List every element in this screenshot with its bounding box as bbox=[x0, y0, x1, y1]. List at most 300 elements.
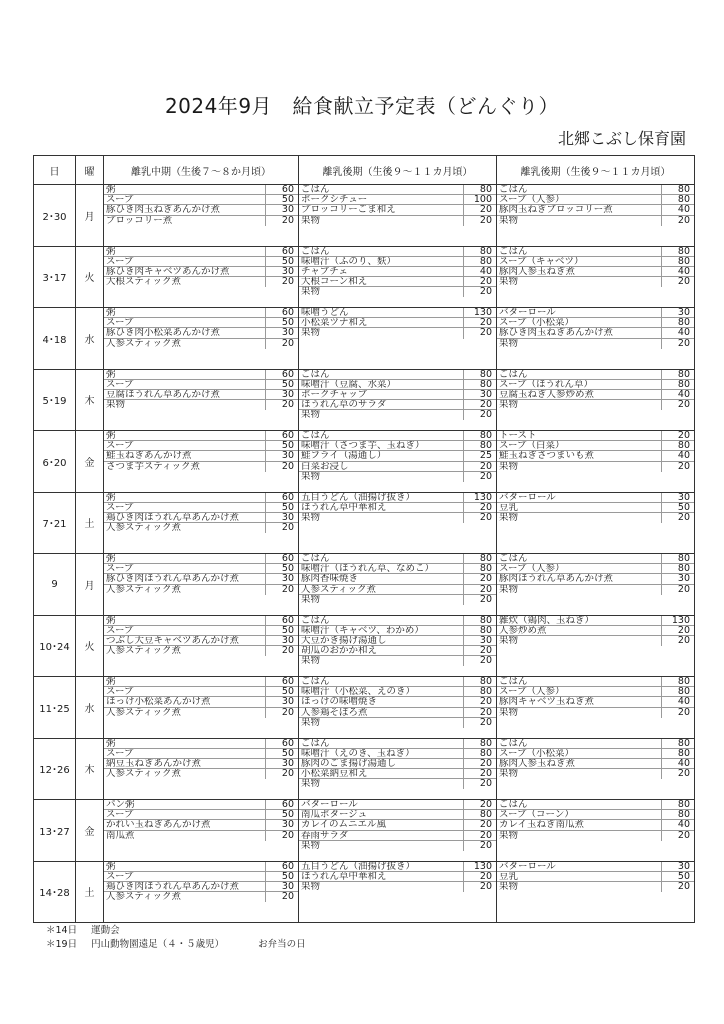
meal-cell-early bbox=[104, 800, 299, 862]
menu-item-name: 果物 bbox=[301, 656, 321, 667]
notes bbox=[46, 924, 306, 952]
menu-item-name: 果物 bbox=[499, 707, 519, 718]
menu-item-name: 人参スティック煮 bbox=[106, 523, 182, 534]
table-row bbox=[34, 615, 695, 677]
meal-cell-late1 bbox=[299, 800, 497, 862]
menu-item-grams: 20 bbox=[463, 585, 494, 594]
menu-item-name: 味噌汁（さつま芋、玉ねぎ） bbox=[301, 441, 425, 451]
menu-item-name: スープ bbox=[106, 810, 134, 820]
menu-item bbox=[497, 339, 694, 349]
menu-item-name: スープ（キャベツ） bbox=[499, 256, 584, 266]
menu-item bbox=[299, 708, 496, 718]
menu-item bbox=[497, 820, 694, 830]
menu-item bbox=[497, 554, 694, 564]
menu-item-name: スープ（小松菜） bbox=[499, 748, 575, 758]
menu-item-name: ごはん bbox=[499, 738, 528, 748]
menu-item-grams: 20 bbox=[265, 708, 296, 718]
menu-item-grams: 80 bbox=[463, 739, 494, 748]
menu-item-name: 果物 bbox=[499, 277, 519, 288]
note-text: 円山動物園遠足（４・５歳児） bbox=[91, 939, 225, 950]
meal-cell-late1 bbox=[299, 185, 497, 247]
menu-item bbox=[104, 400, 298, 410]
menu-item-name: 納豆玉ねぎあんかけ煮 bbox=[106, 758, 202, 769]
header-dow: 曜 bbox=[76, 156, 104, 185]
menu-item-grams: 20 bbox=[463, 503, 494, 512]
menu-item-name: 豚肉人参玉ねぎ煮 bbox=[499, 758, 576, 769]
meal-cell-late1 bbox=[299, 554, 497, 616]
meal-cell-late1 bbox=[299, 861, 497, 923]
menu-item-grams: 20 bbox=[661, 400, 692, 410]
menu-item bbox=[104, 810, 298, 820]
weekday-cell: 土 bbox=[76, 492, 104, 554]
menu-item bbox=[299, 267, 496, 277]
weekday-cell: 火 bbox=[76, 246, 104, 308]
menu-item-name: ごはん bbox=[301, 677, 330, 687]
menu-item-grams: 130 bbox=[463, 493, 494, 502]
menu-item-name: 人参スティック煮 bbox=[301, 584, 377, 594]
menu-item-name: 豚肉キャベツ玉ねぎ煮 bbox=[499, 697, 595, 707]
menu-item-name: 人参炒め煮 bbox=[499, 625, 547, 635]
menu-item-grams: 20 bbox=[661, 636, 692, 646]
menu-item-grams: 60 bbox=[265, 308, 296, 317]
menu-item-grams: 40 bbox=[661, 328, 692, 337]
menu-item bbox=[104, 739, 298, 749]
menu-item bbox=[497, 195, 694, 205]
meal-cell-late2 bbox=[497, 308, 695, 370]
menu-item-name: 豚ひき肉キャベツあんかけ煮 bbox=[106, 266, 230, 277]
day-cell: 5･19 bbox=[34, 369, 76, 431]
header-late2: 離乳後期（生後９〜１１カ月頃） bbox=[497, 156, 695, 185]
menu-item-name: 大豆かき揚げ湯通し bbox=[301, 635, 387, 646]
table-row bbox=[34, 861, 695, 923]
menu-item-name: スープ bbox=[106, 502, 134, 512]
menu-item bbox=[104, 564, 298, 574]
menu-item-grams: 20 bbox=[463, 882, 494, 892]
menu-item-grams: 50 bbox=[265, 687, 296, 696]
menu-item bbox=[299, 872, 496, 882]
menu-item bbox=[299, 646, 496, 656]
menu-item-name: ごはん bbox=[301, 369, 330, 379]
menu-item-grams: 30 bbox=[661, 493, 692, 502]
menu-item-name: ほうれん草のサラダ bbox=[301, 400, 387, 410]
menu-item bbox=[497, 616, 694, 626]
menu-item bbox=[299, 739, 496, 749]
menu-item bbox=[104, 800, 298, 810]
menu-item-name: 果物 bbox=[499, 881, 519, 892]
menu-item-name: 味噌汁（ほうれん草、なめこ） bbox=[301, 564, 435, 574]
menu-item-name: 小松菜ツナ和え bbox=[301, 318, 368, 328]
menu-table bbox=[33, 155, 695, 923]
menu-item bbox=[497, 205, 694, 215]
weekday-cell: 木 bbox=[76, 738, 104, 800]
menu-item bbox=[497, 564, 694, 574]
menu-item-grams: 20 bbox=[463, 656, 494, 666]
menu-item bbox=[299, 216, 496, 226]
header-day: 日 bbox=[34, 156, 76, 185]
menu-item bbox=[299, 287, 496, 297]
menu-item bbox=[104, 820, 298, 830]
menu-item-grams: 130 bbox=[463, 862, 494, 871]
menu-item-grams: 20 bbox=[463, 595, 494, 605]
menu-item-name: 果物 bbox=[301, 717, 321, 728]
menu-item-grams: 60 bbox=[265, 554, 296, 563]
menu-item-name: スープ bbox=[106, 441, 134, 451]
menu-item bbox=[497, 493, 694, 503]
menu-item bbox=[299, 585, 496, 595]
menu-item-grams: 80 bbox=[661, 564, 692, 573]
menu-item-name: 豚肉人参玉ねぎ煮 bbox=[499, 266, 576, 277]
weekday-cell: 水 bbox=[76, 677, 104, 739]
menu-item-grams: 30 bbox=[265, 636, 296, 645]
menu-item-grams: 80 bbox=[661, 810, 692, 819]
menu-item-name: 味噌汁（えのき、玉ねぎ） bbox=[301, 748, 415, 758]
menu-item bbox=[299, 277, 496, 287]
menu-item-name: 果物 bbox=[499, 215, 519, 226]
menu-item-name: スープ bbox=[106, 379, 134, 389]
menu-item-name: 大根コーン和え bbox=[301, 277, 368, 287]
menu-item-grams: 50 bbox=[265, 626, 296, 635]
table-row bbox=[34, 308, 695, 370]
menu-item-grams: 20 bbox=[463, 400, 494, 409]
menu-item bbox=[299, 820, 496, 830]
menu-item-grams: 40 bbox=[661, 820, 692, 829]
menu-item-grams: 20 bbox=[265, 892, 296, 902]
menu-item bbox=[299, 247, 496, 257]
menu-item-name: 果物 bbox=[301, 512, 321, 523]
weekday-cell: 月 bbox=[76, 554, 104, 616]
menu-item-grams: 30 bbox=[661, 862, 692, 871]
day-cell: 12･26 bbox=[34, 738, 76, 800]
menu-item bbox=[299, 451, 496, 461]
note-row bbox=[46, 924, 306, 938]
day-cell: 14･28 bbox=[34, 861, 76, 923]
menu-item-grams: 80 bbox=[463, 370, 494, 379]
menu-item-name: 粥 bbox=[106, 185, 116, 195]
menu-item-grams: 40 bbox=[463, 267, 494, 276]
menu-item-grams: 30 bbox=[265, 328, 296, 337]
menu-item bbox=[104, 697, 298, 707]
menu-item-grams: 20 bbox=[463, 410, 494, 420]
menu-item-grams: 80 bbox=[661, 800, 692, 809]
menu-item-grams: 80 bbox=[661, 247, 692, 256]
note-date: ＊19日 bbox=[46, 939, 78, 950]
menu-item-grams: 20 bbox=[265, 585, 296, 595]
meal-cell-early bbox=[104, 554, 299, 616]
menu-item bbox=[299, 441, 496, 451]
menu-item bbox=[104, 195, 298, 205]
menu-item-grams: 60 bbox=[265, 800, 296, 809]
menu-item bbox=[299, 616, 496, 626]
menu-item-name: スープ（ほうれん草） bbox=[499, 379, 594, 389]
note-date: ＊14日 bbox=[46, 925, 78, 936]
menu-item bbox=[497, 800, 694, 810]
weekday-cell: 金 bbox=[76, 800, 104, 862]
menu-item-grams: 80 bbox=[661, 185, 692, 194]
menu-item bbox=[104, 759, 298, 769]
menu-item bbox=[104, 749, 298, 759]
menu-item bbox=[299, 749, 496, 759]
menu-item-grams: 30 bbox=[265, 882, 296, 891]
weekday-cell: 金 bbox=[76, 431, 104, 493]
meal-cell-late2 bbox=[497, 431, 695, 493]
menu-item-name: 果物 bbox=[301, 410, 321, 421]
meal-cell-early bbox=[104, 677, 299, 739]
table-row bbox=[34, 738, 695, 800]
menu-item-name: 果物 bbox=[301, 287, 321, 298]
menu-item-grams: 130 bbox=[463, 308, 494, 317]
menu-item-grams: 80 bbox=[463, 564, 494, 573]
menu-item bbox=[299, 390, 496, 400]
menu-item-grams: 80 bbox=[661, 739, 692, 748]
menu-item-name: 人参鶏そぼろ煮 bbox=[301, 707, 368, 717]
meal-cell-late2 bbox=[497, 615, 695, 677]
menu-item-name: 粥 bbox=[106, 431, 116, 441]
menu-item-grams: 80 bbox=[463, 441, 494, 450]
menu-item-grams: 50 bbox=[265, 872, 296, 881]
menu-item bbox=[299, 626, 496, 636]
menu-item bbox=[497, 328, 694, 338]
meal-cell-early bbox=[104, 615, 299, 677]
meal-cell-late2 bbox=[497, 246, 695, 308]
menu-item-name: 人参スティック煮 bbox=[106, 892, 182, 903]
menu-item bbox=[104, 882, 298, 892]
menu-item-name: 粥 bbox=[106, 246, 116, 256]
menu-item-grams: 80 bbox=[661, 749, 692, 758]
menu-item-grams: 80 bbox=[661, 195, 692, 204]
menu-item bbox=[104, 277, 298, 287]
menu-item bbox=[104, 390, 298, 400]
menu-item-name: 粥 bbox=[106, 677, 116, 687]
menu-item-name: 粥 bbox=[106, 554, 116, 564]
menu-item bbox=[497, 431, 694, 441]
menu-item-name: 豚ひき肉小松菜あんかけ煮 bbox=[106, 328, 221, 338]
menu-item bbox=[299, 493, 496, 503]
menu-item-name: 果物 bbox=[499, 635, 519, 646]
menu-item-grams: 20 bbox=[463, 697, 494, 706]
menu-item bbox=[104, 831, 298, 841]
menu-item bbox=[104, 318, 298, 328]
menu-item-name: ごはん bbox=[301, 615, 330, 625]
menu-item-name: 人参スティック煮 bbox=[106, 584, 182, 595]
menu-item-name: 粥 bbox=[106, 738, 116, 748]
menu-item bbox=[497, 585, 694, 595]
menu-item bbox=[299, 513, 496, 523]
menu-item bbox=[104, 554, 298, 564]
menu-item bbox=[104, 892, 298, 902]
menu-item-grams: 60 bbox=[265, 247, 296, 256]
menu-item-name: 豆乳 bbox=[499, 871, 519, 881]
menu-item-name: さつま芋スティック煮 bbox=[106, 461, 201, 472]
menu-item-name: 人参スティック煮 bbox=[106, 646, 182, 657]
table-row bbox=[34, 431, 695, 493]
menu-item bbox=[299, 400, 496, 410]
menu-item-name: 果物 bbox=[301, 840, 321, 851]
menu-item-grams: 20 bbox=[463, 708, 494, 717]
menu-item-name: 味噌うどん bbox=[301, 308, 349, 318]
menu-item bbox=[104, 513, 298, 523]
menu-item-grams: 20 bbox=[463, 216, 494, 226]
day-cell: 6･20 bbox=[34, 431, 76, 493]
menu-item-name: ポークチャップ bbox=[301, 389, 368, 400]
menu-item-grams: 60 bbox=[265, 616, 296, 625]
menu-item-grams: 20 bbox=[661, 462, 692, 472]
menu-item bbox=[497, 277, 694, 287]
table-row bbox=[34, 677, 695, 739]
meal-cell-late1 bbox=[299, 615, 497, 677]
menu-item-grams: 20 bbox=[265, 523, 296, 533]
menu-item-name: スープ bbox=[106, 195, 134, 205]
menu-item bbox=[497, 697, 694, 707]
menu-item-grams: 60 bbox=[265, 431, 296, 440]
weekday-cell: 火 bbox=[76, 615, 104, 677]
menu-item-grams: 20 bbox=[661, 277, 692, 287]
menu-item-grams: 30 bbox=[265, 205, 296, 214]
menu-item bbox=[104, 523, 298, 533]
menu-item-name: 果物 bbox=[106, 400, 126, 411]
menu-item-name: 鶏ひき肉ほうれん草あんかけ煮 bbox=[106, 512, 240, 523]
menu-item-name: スープ（コーン） bbox=[499, 810, 574, 820]
menu-item-grams: 20 bbox=[661, 585, 692, 595]
menu-item-grams: 100 bbox=[463, 195, 494, 204]
menu-item bbox=[299, 677, 496, 687]
menu-item-grams: 30 bbox=[265, 267, 296, 276]
menu-item-name: スープ（人参） bbox=[499, 195, 565, 205]
menu-item bbox=[497, 677, 694, 687]
menu-item-name: スープ bbox=[106, 687, 134, 697]
menu-item bbox=[497, 247, 694, 257]
menu-item-grams: 30 bbox=[265, 759, 296, 768]
menu-item-grams: 80 bbox=[463, 626, 494, 635]
meal-cell-early bbox=[104, 492, 299, 554]
menu-item bbox=[104, 636, 298, 646]
day-cell: 4･18 bbox=[34, 308, 76, 370]
menu-item-grams: 30 bbox=[463, 636, 494, 645]
menu-item bbox=[497, 451, 694, 461]
menu-item-grams: 40 bbox=[661, 759, 692, 768]
meal-cell-early bbox=[104, 369, 299, 431]
menu-item-name: ほっけの味噌焼き bbox=[301, 697, 378, 707]
menu-item-grams: 30 bbox=[463, 390, 494, 399]
menu-item-name: 五目うどん（油揚げ抜き） bbox=[301, 861, 416, 871]
menu-item-name: 豚肉香味焼き bbox=[301, 574, 359, 584]
menu-item bbox=[299, 769, 496, 779]
meal-cell-late1 bbox=[299, 369, 497, 431]
table-row bbox=[34, 492, 695, 554]
menu-item-name: 人参スティック煮 bbox=[106, 769, 182, 780]
menu-item-name: スープ bbox=[106, 871, 134, 881]
menu-item bbox=[299, 318, 496, 328]
menu-item-grams: 20 bbox=[661, 216, 692, 226]
menu-item-name: 果物 bbox=[301, 881, 321, 892]
menu-item bbox=[497, 308, 694, 318]
menu-item-grams: 20 bbox=[463, 287, 494, 297]
menu-item-grams: 20 bbox=[463, 769, 494, 778]
header-late1: 離乳後期（生後９〜１１カ月頃） bbox=[299, 156, 497, 185]
menu-item-name: 豆腐玉ねぎ人参炒め煮 bbox=[499, 389, 595, 400]
menu-item bbox=[104, 308, 298, 318]
menu-item-name: スープ（小松菜） bbox=[499, 318, 575, 328]
menu-item-grams: 40 bbox=[661, 451, 692, 460]
menu-item bbox=[497, 831, 694, 841]
menu-item-grams: 20 bbox=[265, 646, 296, 656]
meal-cell-early bbox=[104, 308, 299, 370]
menu-item bbox=[104, 247, 298, 257]
menu-item bbox=[497, 380, 694, 390]
menu-item bbox=[104, 216, 298, 226]
menu-item bbox=[299, 656, 496, 666]
menu-item bbox=[497, 769, 694, 779]
day-cell: 7･21 bbox=[34, 492, 76, 554]
menu-item bbox=[299, 308, 496, 318]
menu-item-name: バターロール bbox=[499, 861, 556, 871]
menu-item-grams: 20 bbox=[463, 718, 494, 728]
menu-item-name: 南瓜ポタージュ bbox=[301, 810, 368, 820]
menu-item-name: 粥 bbox=[106, 615, 116, 625]
menu-item-grams: 50 bbox=[265, 318, 296, 327]
menu-item bbox=[299, 697, 496, 707]
menu-item bbox=[104, 267, 298, 277]
menu-item-name: 味噌汁（豆腐、水菜） bbox=[301, 379, 397, 389]
day-cell: 3･17 bbox=[34, 246, 76, 308]
menu-item-name: 豆腐ほうれん草あんかけ煮 bbox=[106, 389, 221, 400]
menu-item-grams: 20 bbox=[463, 205, 494, 214]
day-cell: 10･24 bbox=[34, 615, 76, 677]
meal-cell-late2 bbox=[497, 492, 695, 554]
menu-item bbox=[299, 328, 496, 338]
weekday-cell: 土 bbox=[76, 861, 104, 923]
menu-item-name: カレイ玉ねぎ南瓜煮 bbox=[499, 820, 585, 830]
menu-item-name: カレイのムニエル風 bbox=[301, 820, 387, 830]
menu-item-name: 小松菜納豆和え bbox=[301, 769, 368, 779]
school-name: 北郷こぶし保育園 bbox=[557, 129, 686, 148]
menu-item bbox=[104, 687, 298, 697]
meal-cell-late1 bbox=[299, 492, 497, 554]
menu-item-grams: 130 bbox=[661, 616, 692, 625]
menu-item-grams: 40 bbox=[661, 205, 692, 214]
menu-item-grams: 60 bbox=[265, 677, 296, 686]
meal-cell-late1 bbox=[299, 738, 497, 800]
menu-item-name: 果物 bbox=[499, 338, 519, 349]
menu-item-grams: 50 bbox=[265, 810, 296, 819]
menu-item-name: 味噌汁（ふのり、麩） bbox=[301, 256, 397, 266]
menu-item-grams: 50 bbox=[661, 872, 692, 881]
meal-cell-early bbox=[104, 431, 299, 493]
menu-item-grams: 20 bbox=[463, 779, 494, 789]
menu-item-grams: 20 bbox=[463, 277, 494, 286]
menu-item-grams: 20 bbox=[463, 513, 494, 523]
menu-item-name: ほうれん草中華和え bbox=[301, 871, 387, 881]
menu-item bbox=[299, 564, 496, 574]
menu-item-name: スープ（人参） bbox=[499, 564, 565, 574]
menu-item bbox=[497, 216, 694, 226]
menu-item bbox=[299, 370, 496, 380]
menu-item-name: ほっけ小松菜あんかけ煮 bbox=[106, 697, 211, 707]
menu-item-grams: 50 bbox=[661, 503, 692, 512]
menu-item bbox=[497, 749, 694, 759]
menu-item-name: 人参スティック煮 bbox=[106, 338, 182, 349]
menu-item-grams: 20 bbox=[463, 646, 494, 655]
menu-item-grams: 50 bbox=[265, 380, 296, 389]
menu-item-grams: 20 bbox=[463, 462, 494, 471]
menu-item-grams: 30 bbox=[265, 820, 296, 829]
menu-item bbox=[497, 390, 694, 400]
menu-item-grams: 80 bbox=[661, 554, 692, 563]
menu-item-name: 果物 bbox=[301, 471, 321, 482]
menu-item-grams: 80 bbox=[661, 687, 692, 696]
menu-item-grams: 50 bbox=[265, 195, 296, 204]
menu-item-grams: 30 bbox=[661, 574, 692, 583]
menu-item-grams: 80 bbox=[661, 677, 692, 686]
